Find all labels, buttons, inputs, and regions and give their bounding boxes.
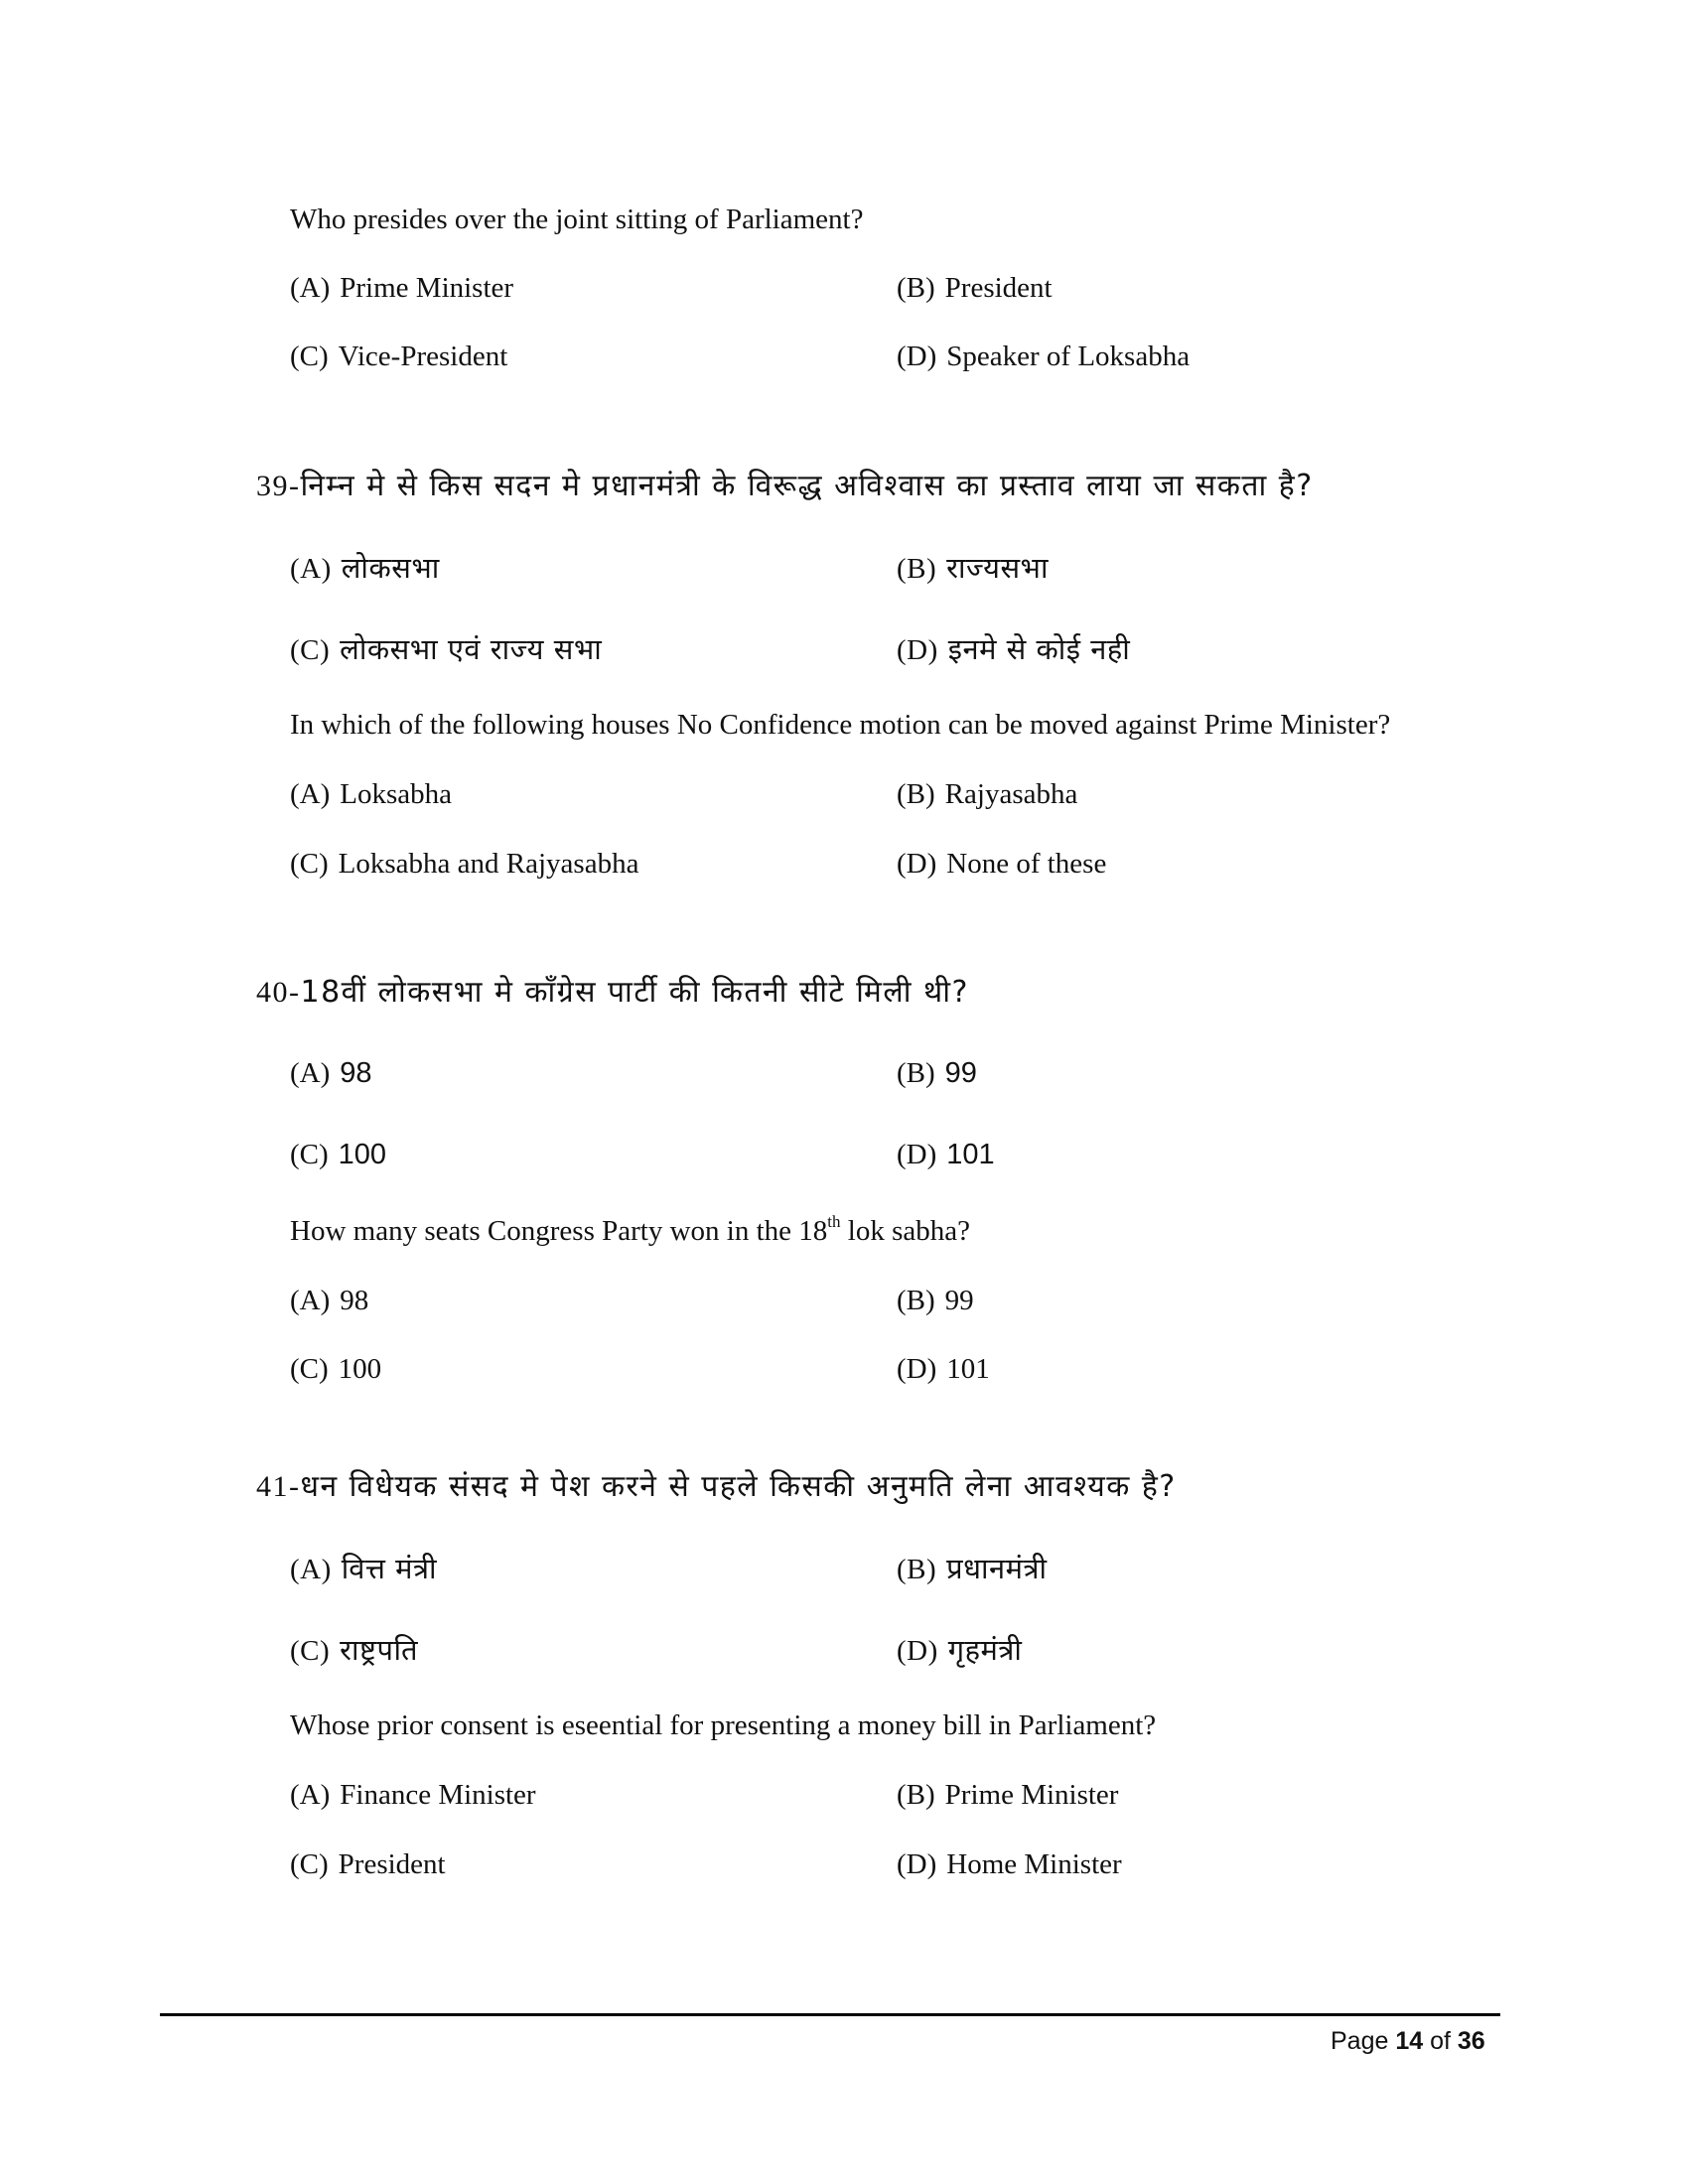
q41-hindi-option-c: (C) राष्ट्रपति — [290, 1633, 418, 1667]
q39-english-option-c: (C) Loksabha and Rajyasabha — [290, 848, 639, 880]
q41-english-question: Whose prior consent is eseential for presenting a money bill in Parliament? — [290, 1709, 1157, 1741]
q39-hindi-option-b: (B) राज्यसभा — [897, 551, 1049, 585]
q39-english-question: In which of the following houses No Confidence motion can be moved against Prime Minister? — [290, 709, 1391, 741]
q41-english-option-b: (B) Prime Minister — [897, 1779, 1119, 1811]
footer-divider — [160, 2013, 1500, 2016]
q40-hindi-option-b: (B) 99 — [897, 1057, 977, 1089]
q40-english-option-c: (C) 100 — [290, 1353, 382, 1385]
q39-hindi-option-c: (C) लोकसभा एवं राज्य सभा — [290, 632, 603, 666]
page-number: Page 14 of 36 — [1331, 2027, 1485, 2055]
q40-english-option-a: (A) 98 — [290, 1285, 369, 1316]
q40-hindi-option-d: (D) 101 — [897, 1139, 995, 1170]
q38-option-b: (B) President — [897, 272, 1053, 304]
q39-english-option-d: (D) None of these — [897, 848, 1107, 880]
q39-hindi-question: 39-निम्न मे से किस सदन मे प्रधानमंत्री के विरूद्ध अविश्वास का प्रस्ताव लाया जा सकता है? — [256, 469, 1314, 503]
q39-hindi-option-d: (D) इनमे से कोई नही — [897, 632, 1131, 666]
q40-english-question: How many seats Congress Party won in the 18th lok sabha? — [290, 1212, 970, 1247]
q40-hindi-question: 40-18वीं लोकसभा मे कॉंग्रेस पार्टी की कितनी सीटे मिली थी? — [256, 975, 969, 1010]
q40-english-option-d: (D) 101 — [897, 1353, 990, 1385]
q39-english-option-a: (A) Loksabha — [290, 778, 453, 810]
q40-hindi-option-c: (C) 100 — [290, 1139, 387, 1170]
q41-hindi-option-b: (B) प्रधानमंत्री — [897, 1552, 1048, 1585]
q41-english-option-d: (D) Home Minister — [897, 1848, 1122, 1880]
q41-english-option-a: (A) Finance Minister — [290, 1779, 536, 1811]
q41-hindi-option-a: (A) वित्त मंत्री — [290, 1552, 438, 1585]
q41-hindi-question: 41-धन विधेयक संसद मे पेश करने से पहले किसकी अनुमति लेना आवश्यक है? — [256, 1469, 1177, 1504]
q38-option-c: (C) Vice-President — [290, 341, 508, 372]
q39-english-option-b: (B) Rajyasabha — [897, 778, 1078, 810]
q41-hindi-option-d: (D) गृहमंत्री — [897, 1633, 1023, 1667]
q40-hindi-option-a: (A) 98 — [290, 1057, 372, 1089]
q38-option-d: (D) Speaker of Loksabha — [897, 341, 1191, 372]
q38-english-question: Who presides over the joint sitting of Parliament? — [290, 204, 864, 235]
q38-option-a: (A) Prime Minister — [290, 272, 514, 304]
q41-english-option-c: (C) President — [290, 1848, 446, 1880]
q39-hindi-option-a: (A) लोकसभा — [290, 551, 440, 585]
q40-english-option-b: (B) 99 — [897, 1285, 974, 1316]
